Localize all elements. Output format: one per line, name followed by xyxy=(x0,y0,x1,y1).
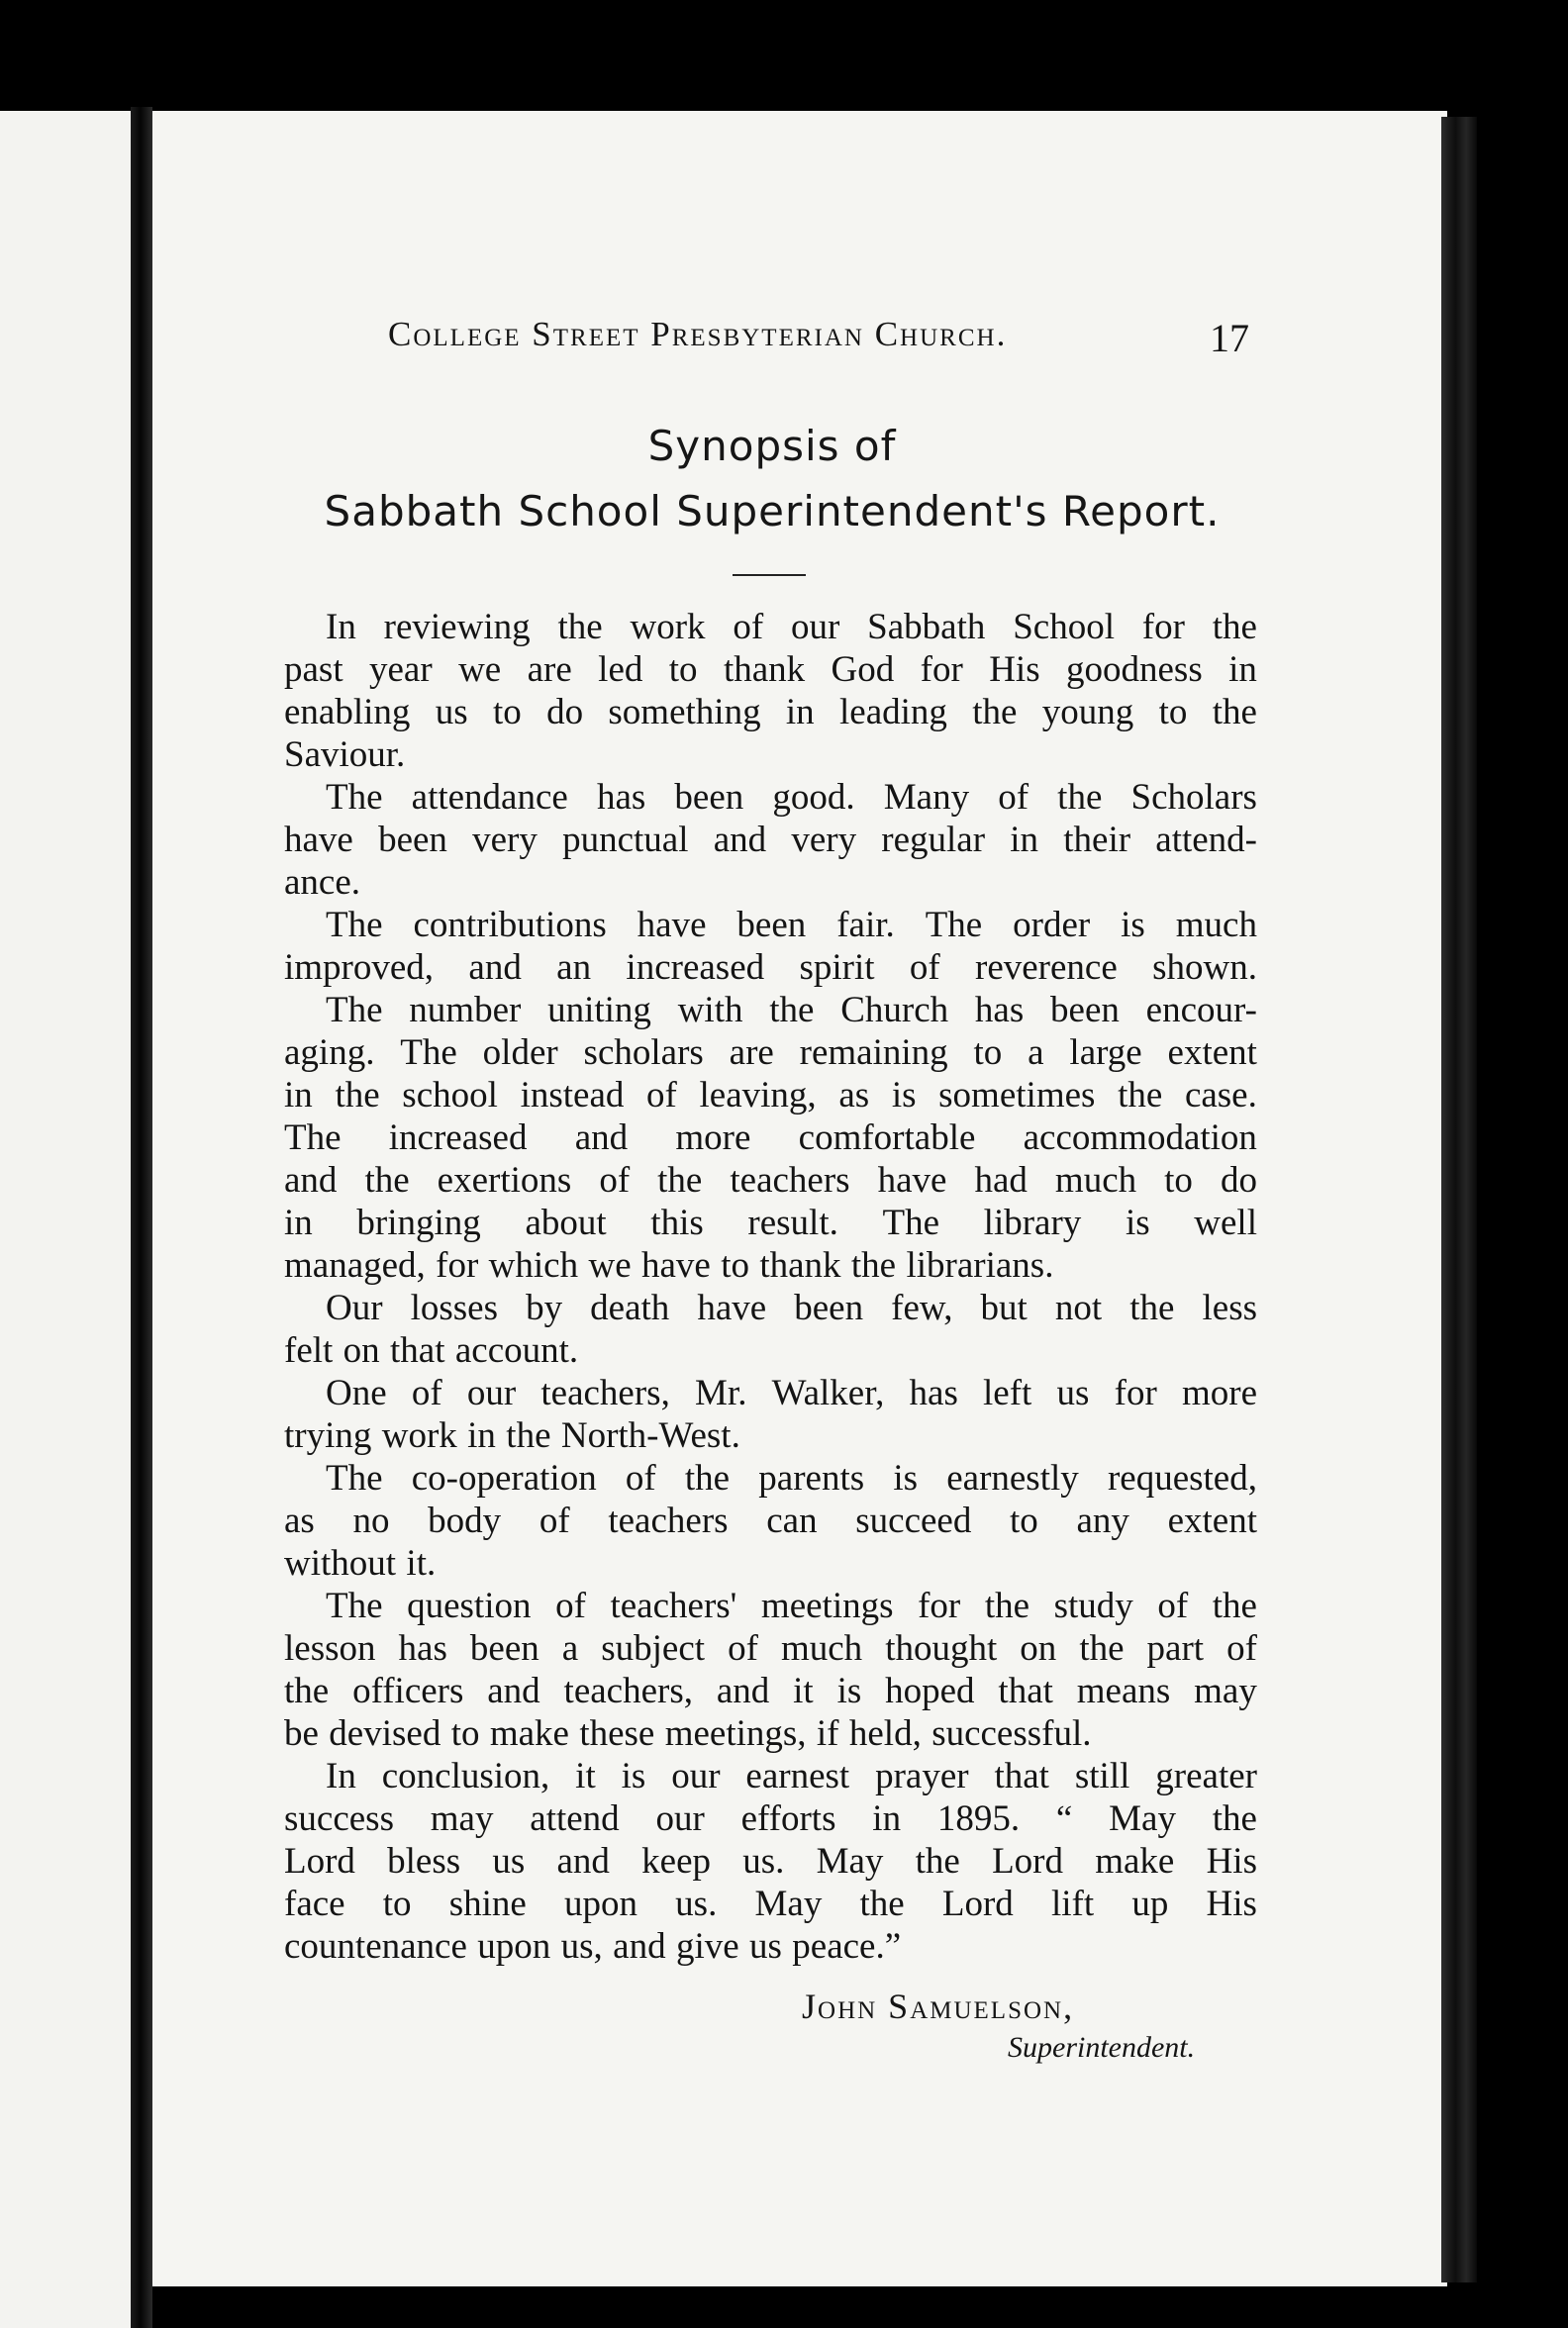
report-body xyxy=(284,606,1257,1968)
body-line: enabling us to do something in leading the young to the xyxy=(284,692,1257,732)
body-line: be devised to make these meetings, if held, successful. xyxy=(284,1713,1092,1754)
body-line: in bringing about this result. The library is well xyxy=(284,1203,1257,1243)
body-line: past year we are led to thank God for His goodness in xyxy=(284,649,1257,690)
body-line: lesson has been a subject of much thought on the part of xyxy=(284,1628,1257,1669)
signature-name: John Samuelson, xyxy=(802,1987,1075,2026)
body-line: The attendance has been good. Many of the Scholars xyxy=(326,777,1257,818)
previous-page-edge xyxy=(0,111,137,2328)
body-line: success may attend our efforts in 1895. “ May the xyxy=(284,1798,1257,1839)
binding-gutter xyxy=(131,107,152,2328)
body-line: have been very punctual and very regular in their attend- xyxy=(284,820,1257,860)
body-line: In conclusion, it is our earnest prayer that still greater xyxy=(326,1756,1257,1796)
title-divider-rule xyxy=(733,574,806,576)
body-line: Our losses by death have been few, but not the less xyxy=(326,1288,1257,1328)
body-line: improved, and an increased spirit of reverence shown. xyxy=(284,947,1257,988)
running-header: College Street Presbyterian Church. xyxy=(388,315,1008,353)
page-number: 17 xyxy=(1210,316,1249,360)
body-line: The increased and more comfortable accommodation xyxy=(284,1117,1257,1158)
body-line: face to shine upon us. May the Lord lift up His xyxy=(284,1884,1257,1924)
body-line: ance. xyxy=(284,862,361,903)
signature-title: Superintendent. xyxy=(1008,2031,1196,2064)
body-line: trying work in the North-West. xyxy=(284,1415,740,1456)
body-line: in the school instead of leaving, as is sometimes the case. xyxy=(284,1075,1257,1116)
body-line: without it. xyxy=(284,1543,437,1584)
body-line: Saviour. xyxy=(284,734,406,775)
body-line: and the exertions of the teachers have had much to do xyxy=(284,1160,1257,1201)
body-line: the officers and teachers, and it is hoped that means may xyxy=(284,1671,1257,1711)
report-title-line-2: Sabbath School Superintendent's Report. xyxy=(324,487,1221,535)
body-line: countenance upon us, and give us peace.” xyxy=(284,1926,902,1967)
body-line: The question of teachers' meetings for the study of the xyxy=(326,1586,1257,1626)
body-line: In reviewing the work of our Sabbath School for the xyxy=(326,607,1257,647)
body-line: The co-operation of the parents is earnestly requested, xyxy=(326,1458,1257,1499)
body-line: The number uniting with the Church has been encour- xyxy=(326,990,1257,1030)
report-title-line-1: Synopsis of xyxy=(647,422,897,470)
page-stack-edge xyxy=(1441,117,1477,2282)
body-line: managed, for which we have to thank the librarians. xyxy=(284,1245,1054,1286)
body-line: felt on that account. xyxy=(284,1330,579,1371)
body-line: aging. The older scholars are remaining to a large extent xyxy=(284,1032,1257,1073)
body-line: The contributions have been fair. The order is much xyxy=(326,905,1257,945)
body-line: One of our teachers, Mr. Walker, has left us for more xyxy=(326,1373,1257,1413)
body-line: as no body of teachers can succeed to any extent xyxy=(284,1501,1257,1541)
body-line: Lord bless us and keep us. May the Lord make His xyxy=(284,1841,1257,1882)
